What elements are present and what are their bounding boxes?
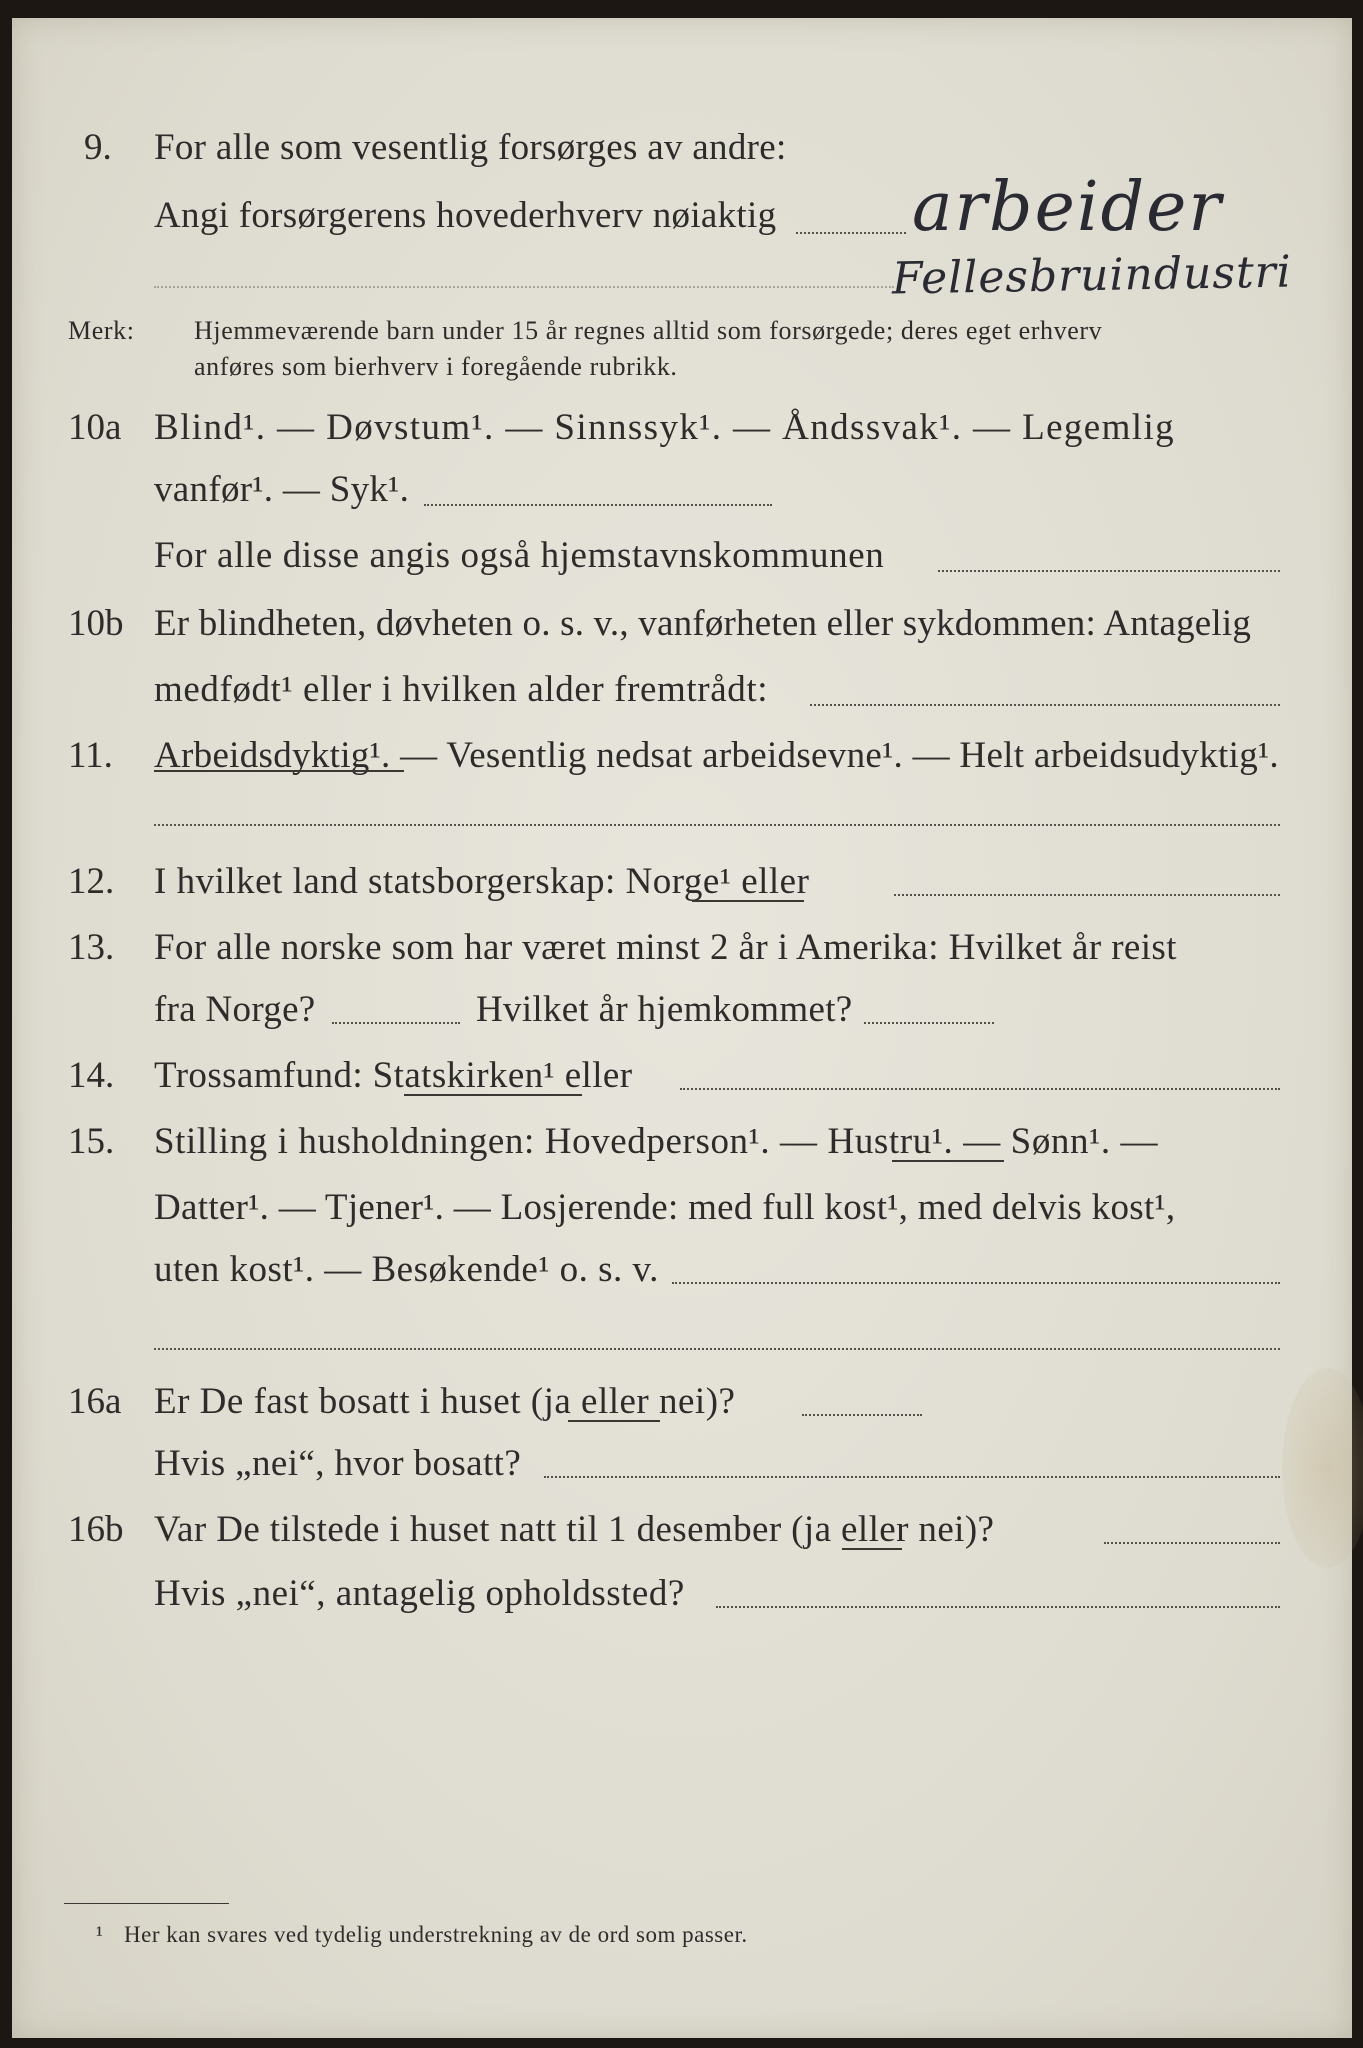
answer-line	[154, 824, 1280, 826]
note-label: Merk:	[68, 316, 135, 345]
question-15-text: Stilling i husholdningen: Hovedperson¹. — Hustru¹. — Sønn¹. —	[154, 1121, 1159, 1162]
question-15-subtext-2: uten kost¹. — Besøkende¹ o. s. v.	[154, 1249, 659, 1290]
footnote-text: Her kan svares ved tydelig understrekning av de ord som passer.	[124, 1922, 748, 1947]
answer-line	[154, 1348, 1280, 1350]
handwritten-industry: Fellesbruindustri	[891, 246, 1293, 305]
handwritten-occupation: arbeider	[912, 168, 1223, 247]
question-10a-text: Blind¹. — Døvstum¹. — Sinnssyk¹. — Åndssvak¹. — Legemlig	[154, 407, 1176, 448]
answer-line	[938, 570, 1280, 572]
question-10b-text: Er blindheten, døvheten o. s. v., vanførheten eller sykdommen: Antagelig	[154, 603, 1252, 644]
question-12-text: I hvilket land statsborgerskap: Norge¹ eller	[154, 861, 810, 902]
answer-underline-arbeidsdyktig	[154, 770, 404, 772]
answer-line	[796, 232, 906, 234]
answer-line	[424, 504, 772, 506]
answer-line	[680, 1088, 1280, 1090]
answer-underline-ja	[568, 1420, 660, 1422]
question-10a-subtext: vanfør¹. — Syk¹.	[154, 469, 410, 510]
question-11-number: 11.	[68, 735, 113, 776]
answer-line	[802, 1414, 922, 1416]
answer-line	[716, 1606, 1280, 1608]
question-15-subtext-1: Datter¹. — Tjener¹. — Losjerende: med full kost¹, med delvis kost¹,	[154, 1187, 1176, 1228]
footnote-marker: ¹	[96, 1922, 104, 1947]
answer-line	[894, 894, 1280, 896]
question-10a-home-municipality: For alle disse angis også hjemstavnskommunen	[154, 535, 885, 576]
answer-line	[864, 1022, 994, 1024]
answer-underline-ja	[842, 1548, 902, 1550]
paper-stain	[1282, 1368, 1363, 1568]
question-9-text: For alle som vesentlig forsørges av andre:	[154, 127, 787, 168]
question-13-left-from-norway: fra Norge?	[154, 989, 316, 1030]
answer-line-faint	[154, 286, 894, 288]
question-16b-subtext: Hvis „nei“, antagelig opholdssted?	[154, 1573, 685, 1614]
answer-line	[544, 1476, 1280, 1478]
answer-underline-statskirken	[404, 1094, 582, 1096]
answer-underline-norge	[692, 900, 804, 902]
note-text-line-2: anføres som bierhverv i foregående rubrikk.	[194, 352, 678, 381]
question-11-text: Arbeidsdyktig¹. — Vesentlig nedsat arbeidsevne¹. — Helt arbeidsudyktig¹.	[154, 735, 1279, 776]
answer-line	[672, 1282, 1280, 1284]
question-9-subtext: Angi forsørgerens hovederhverv nøiaktig	[154, 195, 777, 236]
question-13-returned: Hvilket år hjemkommet?	[476, 989, 853, 1030]
question-14-text: Trossamfund: Statskirken¹ eller	[154, 1055, 633, 1096]
question-13-number: 13.	[68, 927, 115, 968]
answer-line	[1104, 1542, 1280, 1544]
question-16b-text: Var De tilstede i huset natt til 1 desember (ja eller nei)?	[154, 1509, 995, 1550]
question-10b-number: 10b	[68, 603, 124, 644]
answer-underline-hustru	[892, 1160, 1004, 1162]
question-16a-text: Er De fast bosatt i huset (ja eller nei)?	[154, 1381, 736, 1422]
census-form-page	[12, 18, 1352, 2038]
question-14-number: 14.	[68, 1055, 115, 1096]
question-16b-number: 16b	[68, 1509, 124, 1550]
question-13-text: For alle norske som har været minst 2 år i Amerika: Hvilket år reist	[154, 927, 1177, 968]
footnote-rule	[64, 1903, 229, 1904]
question-10a-number: 10a	[68, 407, 122, 448]
question-16a-subtext: Hvis „nei“, hvor bosatt?	[154, 1443, 522, 1484]
answer-line	[332, 1022, 460, 1024]
question-15-number: 15.	[68, 1121, 115, 1162]
question-9-number: 9.	[84, 127, 112, 168]
answer-line	[810, 704, 1280, 706]
note-text-line-1: Hjemmeværende barn under 15 år regnes alltid som forsørgede; deres eget erhverv	[194, 316, 1103, 345]
question-10b-subtext: medfødt¹ eller i hvilken alder fremtrådt:	[154, 669, 769, 710]
question-12-number: 12.	[68, 861, 115, 902]
question-16a-number: 16a	[68, 1381, 122, 1422]
